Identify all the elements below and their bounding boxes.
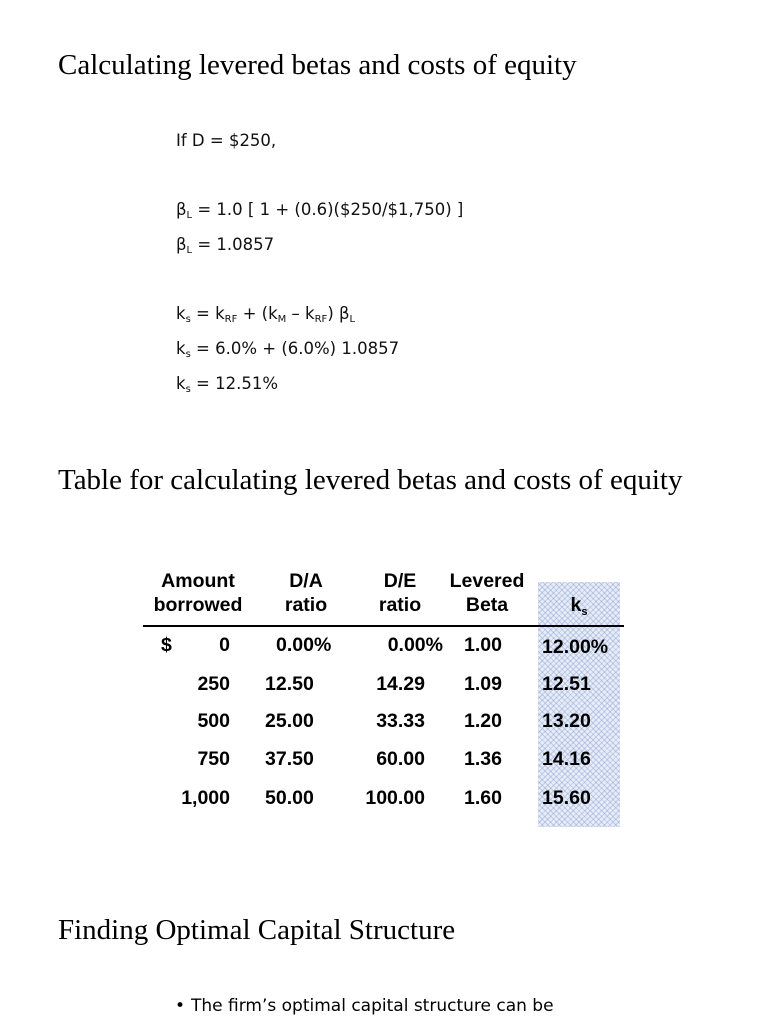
cell-beta: 1.00 <box>464 634 502 656</box>
ks-result-line <box>176 374 278 395</box>
header-ks-sub: s <box>581 606 588 618</box>
cell-de: 60.00 <box>376 748 425 770</box>
header-amount-line2: borrowed <box>153 594 243 616</box>
cell-ks: 12.51 <box>542 673 591 695</box>
currency-symbol: $ <box>161 634 172 656</box>
beta-result-line <box>176 235 274 256</box>
header-ks <box>538 593 620 624</box>
m-subscript: M <box>277 314 287 325</box>
cell-amount: 500 <box>197 710 230 732</box>
calc-intro: If D = $250, <box>176 131 277 150</box>
bullet-icon: • <box>175 996 186 1016</box>
beta-subscript: L <box>349 314 356 325</box>
header-da-line1: D/A <box>289 570 323 592</box>
cell-de: 100.00 <box>365 787 425 809</box>
beta-symbol: β <box>176 235 187 254</box>
cell-amount: 750 <box>197 748 230 770</box>
ks-formula-part: + (k <box>237 304 278 323</box>
beta-symbol: β <box>176 200 187 219</box>
k-subscript: s <box>185 349 191 360</box>
rf-subscript: RF <box>314 314 328 325</box>
cell-da: 25.00 <box>265 710 314 732</box>
cell-da: 37.50 <box>265 748 314 770</box>
cell-amount: 250 <box>197 673 230 695</box>
cell-beta: 1.20 <box>464 710 502 732</box>
cell-da: 50.00 <box>265 787 314 809</box>
k-symbol: k <box>176 374 186 393</box>
ks-formula-line <box>176 304 355 325</box>
cell-ks: 13.20 <box>542 710 591 732</box>
header-de <box>360 569 440 617</box>
cell-de: 0.00% <box>387 634 443 656</box>
ks-result-text: = 12.51% <box>190 374 279 393</box>
cell-beta: 1.60 <box>464 787 502 809</box>
beta-subscript: L <box>186 210 193 221</box>
beta-subscript: L <box>186 245 193 256</box>
ks-formula-part: – k <box>286 304 315 323</box>
beta-symbol: β <box>339 304 350 323</box>
header-de-line1: D/E <box>383 570 417 592</box>
bullet-item <box>175 996 554 1016</box>
cell-da: 0.00% <box>276 634 332 656</box>
slide-title-levered-betas: Calculating levered betas and costs of equity <box>58 49 577 81</box>
header-levered-beta <box>438 569 536 617</box>
k-subscript: s <box>185 384 191 395</box>
header-amount <box>138 569 258 617</box>
header-beta-line1: Levered <box>449 570 525 592</box>
header-amount-line1: Amount <box>161 570 235 592</box>
k-subscript: s <box>185 314 191 325</box>
cell-beta: 1.36 <box>464 748 502 770</box>
header-beta-line2: Beta <box>465 594 509 616</box>
table-section-title: Table for calculating levered betas and costs of equity <box>58 464 683 496</box>
ks-substitution-line <box>176 339 399 360</box>
bullet-text: The firm’s optimal capital structure can be <box>191 996 554 1016</box>
cell-ks: 15.60 <box>542 787 591 809</box>
cell-de: 14.29 <box>376 673 425 695</box>
header-ks-k: k <box>570 594 582 616</box>
cell-amount: 0 <box>219 634 230 656</box>
beta-formula-line <box>176 200 463 221</box>
ks-substitution-text: = 6.0% + (6.0%) 1.0857 <box>190 339 400 358</box>
section-title-optimal-structure: Finding Optimal Capital Structure <box>58 914 456 946</box>
cell-ks: 12.00% <box>542 636 609 658</box>
header-da <box>266 569 346 617</box>
header-da-line2: ratio <box>284 594 328 616</box>
beta-formula-text: = 1.0 [ 1 + (0.6)($250/$1,750) ] <box>192 200 464 219</box>
cell-de: 33.33 <box>376 710 425 732</box>
cell-da: 12.50 <box>265 673 314 695</box>
beta-result-text: = 1.0857 <box>192 235 275 254</box>
cell-ks: 14.16 <box>542 748 591 770</box>
cell-beta: 1.09 <box>464 673 502 695</box>
ks-formula-part: ) <box>327 304 339 323</box>
header-de-line2: ratio <box>378 594 422 616</box>
rf-subscript: RF <box>224 314 238 325</box>
k-symbol: k <box>176 339 186 358</box>
header-rule <box>143 625 624 627</box>
cell-amount: 1,000 <box>181 787 230 809</box>
levered-beta-table <box>138 565 628 835</box>
k-symbol: k <box>176 304 186 323</box>
ks-formula-part: = k <box>190 304 225 323</box>
